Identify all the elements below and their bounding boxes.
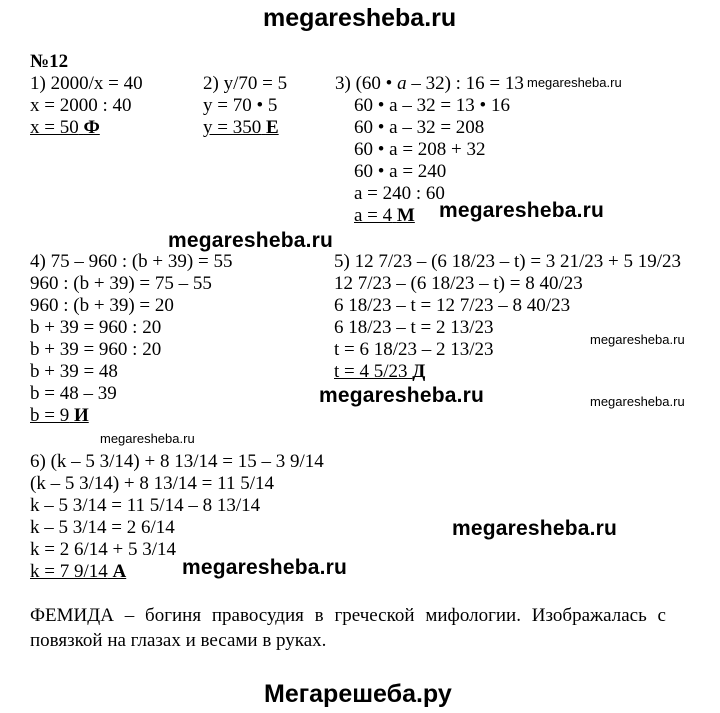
p2-line-1: 2) у/70 = 5 [203, 73, 288, 94]
p5-line-4: 6 18/23 – t = 2 13/23 [334, 317, 494, 338]
p3-answer-letter: М [396, 205, 415, 226]
watermark-7: megaresheba.ru [100, 431, 195, 446]
p5-answer [334, 361, 425, 382]
p3-line-1-start: 3) (60 • [335, 73, 398, 94]
p3-line-2: 60 • а – 32 = 13 • 16 [354, 95, 510, 116]
p3-line-5: 60 • а = 240 [354, 161, 447, 182]
p5-answer-value: t = 4 5/23 [334, 361, 408, 382]
p3-line-6: а = 240 : 60 [354, 183, 445, 204]
p1-answer [30, 117, 100, 138]
p5-line-1: 5) 12 7/23 – (6 18/23 – t) = 3 21/23 + 5 19/23 [334, 251, 682, 272]
p4-line-6: b + 39 = 48 [30, 361, 118, 382]
p1-answer-value: х = 50 [30, 117, 79, 138]
p2-answer [203, 117, 279, 138]
watermark-1: megaresheba.ru [527, 75, 622, 90]
watermark-8: megaresheba.ru [452, 517, 618, 540]
p6-line-2: (k – 5 3/14) + 8 13/14 = 11 5/14 [30, 473, 274, 494]
p5-line-2: 12 7/23 – (6 18/23 – t) = 8 40/23 [334, 273, 583, 294]
p3-line-3: 60 • а – 32 = 208 [354, 117, 485, 138]
p3-line-1 [335, 73, 524, 94]
watermark-3: megaresheba.ru [168, 229, 334, 252]
p5-answer-letter: Д [412, 361, 426, 382]
p4-line-1: 4) 75 – 960 : (b + 39) = 55 [30, 251, 233, 272]
p6-line-4: k – 5 3/14 = 2 6/14 [30, 517, 175, 538]
p6-answer-letter: А [112, 561, 127, 582]
p3-answer-value: а = 4 [354, 205, 393, 226]
p3-line-1-end: – 32) : 16 = 13 [406, 73, 524, 94]
p6-answer [30, 561, 126, 582]
footer-site: Мегарешеба.ру [264, 680, 452, 708]
p4-line-5: b + 39 = 960 : 20 [30, 339, 162, 360]
mythology-note: ФЕМИДА – богиня правосудия в греческой мифологии. Изображалась с повязкой на глазах и весами в руках. [30, 605, 666, 651]
header-site: megaresheba.ru [263, 4, 457, 32]
p3-line-4: 60 • а = 208 + 32 [354, 139, 486, 160]
p4-answer [30, 405, 89, 426]
p6-line-3: k – 5 3/14 = 11 5/14 – 8 13/14 [30, 495, 261, 516]
p1-line-2: х = 2000 : 40 [30, 95, 132, 116]
p2-line-2: у = 70 • 5 [203, 95, 278, 116]
p4-answer-letter: И [73, 405, 89, 426]
task-number: №12 [30, 51, 69, 72]
p4-line-3: 960 : (b + 39) = 20 [30, 295, 174, 316]
watermark-4: megaresheba.ru [590, 332, 685, 347]
p1-answer-letter: Ф [83, 117, 100, 138]
p4-line-7: b = 48 – 39 [30, 383, 117, 404]
p4-line-2: 960 : (b + 39) = 75 – 55 [30, 273, 212, 294]
p1-line-1: 1) 2000/х = 40 [30, 73, 143, 94]
watermark-5: megaresheba.ru [319, 384, 485, 407]
p5-line-5: t = 6 18/23 – 2 13/23 [334, 339, 494, 360]
p4-answer-value: b = 9 [30, 405, 70, 426]
p5-line-3: 6 18/23 – t = 12 7/23 – 8 40/23 [334, 295, 571, 316]
p6-answer-value: k = 7 9/14 [30, 561, 108, 582]
watermark-9: megaresheba.ru [182, 556, 348, 579]
p6-line-1: 6) (k – 5 3/14) + 8 13/14 = 15 – 3 9/14 [30, 451, 324, 472]
watermark-6: megaresheba.ru [590, 394, 685, 409]
p2-answer-value: у = 350 [203, 117, 262, 138]
p2-answer-letter: Е [265, 117, 279, 138]
p3-line-1-var: a [397, 73, 407, 94]
watermark-2: megaresheba.ru [439, 199, 605, 222]
p3-answer [354, 205, 415, 226]
p6-line-5: k = 2 6/14 + 5 3/14 [30, 539, 176, 560]
p4-line-4: b + 39 = 960 : 20 [30, 317, 162, 338]
